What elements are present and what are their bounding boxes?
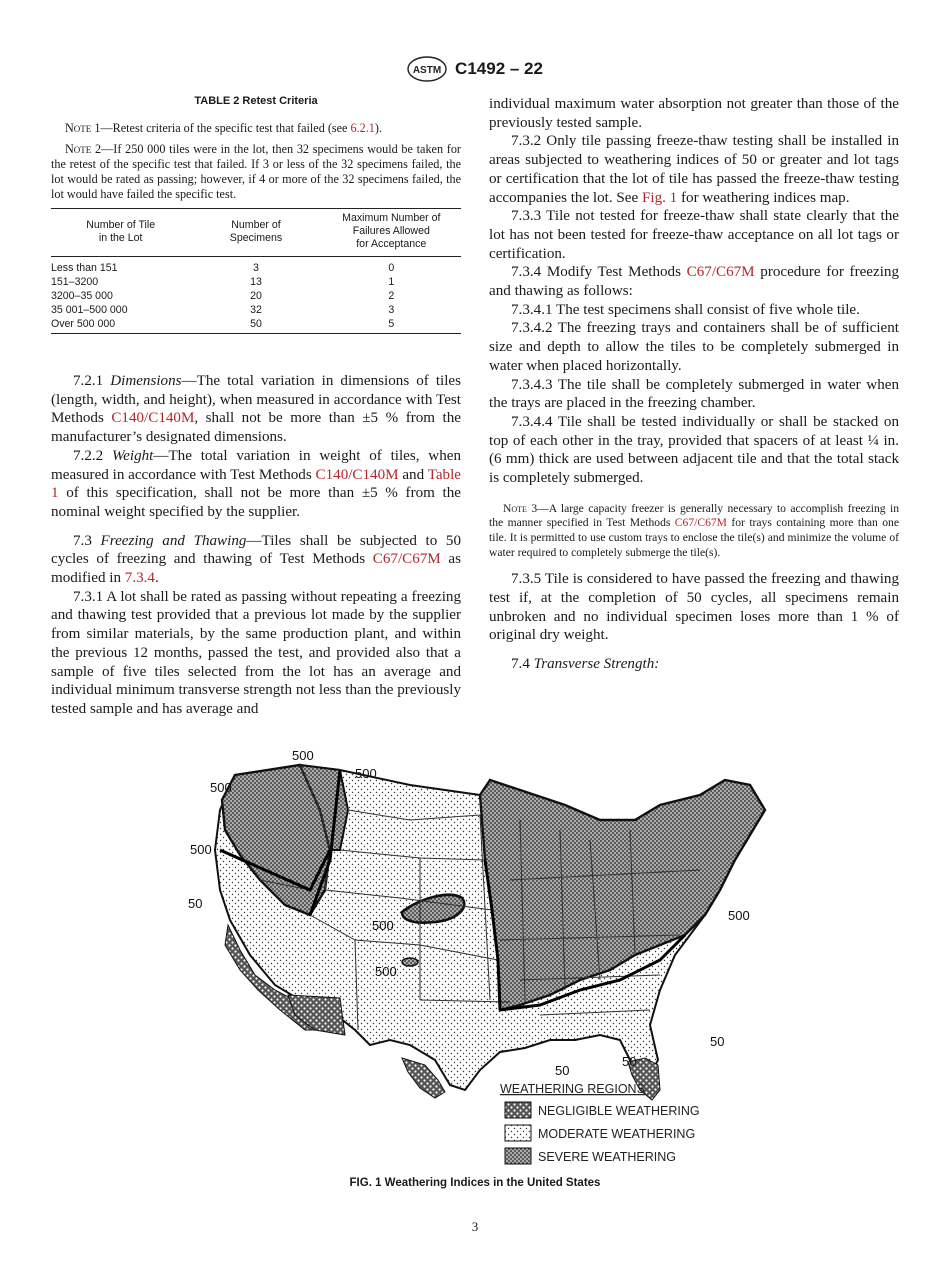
- column-header: Number of Tile in the Lot: [51, 209, 190, 257]
- table-row: 151–3200 13 1: [51, 276, 395, 288]
- paragraph-continued: individual maximum water absorption not greater than those of the previously tested sample.: [489, 96, 899, 131]
- table-title: TABLE 2 Retest Criteria: [194, 95, 318, 107]
- legend-item: NEGLIGIBLE WEATHERING: [538, 1104, 700, 1118]
- map-label: 50: [710, 1034, 725, 1049]
- legend-swatch-severe: [505, 1148, 531, 1164]
- ref-c140[interactable]: C140/C140M: [111, 410, 195, 427]
- column-header: Maximum Number of Failures Allowed for Acceptance: [322, 209, 461, 257]
- ref-c67[interactable]: C67/C67M: [372, 551, 441, 568]
- legend-item: MODERATE WEATHERING: [538, 1127, 696, 1141]
- column-header: Number of Specimens: [190, 209, 321, 257]
- table-note-2: Note 2—If 250 000 tiles were in the lot, then 32 specimens would be taken for the retest of the specific test that failed. If 3 or less of the 32 specimens failed, the lot would be rated as passing; however, if 4 or more of the 32 specimens failed, the lot would have failed the specific test.: [51, 142, 461, 201]
- paragraph-7-3: 7.3 Freezing and Thawing—Tiles shall be subjected to 50 cycles of freezing and thawing of Test Methods C67/C67M as modified in 7.3.4.: [51, 532, 462, 587]
- ref-c67[interactable]: C67/C67M: [674, 516, 727, 530]
- map-label: 50: [188, 896, 203, 911]
- ref-table-1[interactable]: Table 1: [51, 466, 461, 502]
- paragraph-7-3-4: 7.3.4 Modify Test Methods C67/C67M procedure for freezing and thawing as follows:: [489, 264, 899, 300]
- paragraph-7-3-4-1: 7.3.4.1 The test specimens shall consist of five whole tile.: [511, 301, 860, 318]
- paragraph-7-3-5: 7.3.5 Tile is considered to have passed the freezing and thawing test if, at the completion of 50 cycles, all specimens remain unbroken and no individual specimen loses more than 1 % of original dry weight.: [489, 571, 899, 644]
- standard-designation: C1492 – 22: [455, 59, 543, 78]
- severe-region-small: [402, 958, 418, 966]
- weathering-indices-map: [180, 740, 780, 1170]
- page-number: 3: [471, 1219, 479, 1234]
- paragraph-7-3-4-3: 7.3.4.3 The tile shall be completely submerged in water when the trays are placed in the freezing chamber.: [489, 376, 899, 412]
- note-3: Note 3—A large capacity freezer is generally necessary to accomplish freezing in the manner specified in Test Methods C67/C67M for trays containing more than one tile. It is permitted to use custom trays to enclose the tile(s) and minimize the volume of water required to completely submerge the tile(s).: [489, 501, 899, 559]
- table-row: 35 001–500 000 32 3: [51, 304, 395, 316]
- paragraph-7-3-4-2: 7.3.4.2 The freezing trays and containers shall be of sufficient size and depth to allow the tiles to be completely submerged in water when placed horizontally.: [489, 320, 899, 374]
- left-column: [51, 95, 461, 719]
- legend-item: SEVERE WEATHERING: [538, 1150, 676, 1164]
- table-row: Less than 151 3 0: [51, 262, 395, 274]
- paragraph-7-4: 7.4 Transverse Strength:: [511, 655, 660, 672]
- ref-c67[interactable]: C67/C67M: [686, 264, 755, 281]
- map-label: 500: [355, 766, 377, 781]
- table-note-1: Note 1—Retest criteria of the specific test that failed (see 6.2.1).: [65, 121, 382, 135]
- right-column: [489, 95, 899, 674]
- page-header: [0, 56, 950, 82]
- table-row: Over 500 000 50 5: [51, 317, 461, 334]
- map-legend: [500, 1082, 700, 1164]
- paragraph-7-3-4-4: 7.3.4.4 Tile shall be tested individually or shall be stacked on top of each other in the tray, provided that spacers of at least ¼ in. (6 mm) thick are used between adjacent tile and that the total stack is completely submerged.: [489, 413, 899, 487]
- map-label: 500: [210, 780, 232, 795]
- paragraph-7-3-3: 7.3.3 Tile not tested for freeze-thaw shall state clearly that the lot has not been tested for freeze-thaw acceptance on all lot tags or certification.: [489, 208, 899, 262]
- table-row: 3200–35 000 20 2: [51, 290, 395, 302]
- paragraph-7-3-1: 7.3.1 A lot shall be rated as passing without repeating a freezing and thawing test provided that a previous lot made by the supplier from similar materials, by the same production plant, and within the previous 12 months, passed the test, and provided also that a sample of five tiles selected from the lot has an average and individual minimum transverse strength not less than the previously tested sample and has average and: [51, 588, 461, 717]
- map-label: 500: [292, 748, 314, 763]
- svg-text:ASTM: ASTM: [412, 65, 442, 76]
- paragraph-7-2-1: 7.2.1 Dimensions—The total variation in dimensions of tiles (length, width, and height), when measured in accordance with Test Methods C140/C140M, shall not be more than ±5 % from the manufacturer’s designated dimensions.: [51, 373, 461, 446]
- map-label: 50: [622, 1054, 637, 1069]
- paragraph-7-3-2: 7.3.2 Only tile passing freeze-thaw testing shall be installed in areas subjected to weathering indices of 50 or greater and lot tags or certification that the lot of tile has passed the freeze-thaw testing accompanies the lot. See Fig. 1 for weathering indices map.: [489, 133, 899, 206]
- map-label: 500: [728, 908, 750, 923]
- legend-title: WEATHERING REGIONS: [500, 1082, 645, 1096]
- negligible-region-arizona: [288, 995, 345, 1035]
- ref-fig-1[interactable]: Fig. 1: [641, 189, 678, 206]
- map-label: 50: [555, 1063, 570, 1078]
- ref-c140[interactable]: C140/C140M: [315, 466, 399, 483]
- figure-caption: FIG. 1 Weathering Indices in the United States: [349, 1177, 601, 1189]
- retest-criteria-table: [51, 208, 461, 334]
- map-label: 500: [190, 842, 212, 857]
- paragraph-7-2-2: 7.2.2 Weight—The total variation in weight of tiles, when measured in accordance with Test Methods C140/C140M and Table 1 of this specification, shall not be more than ±5 % from the nominal weight specified by the supplier.: [51, 447, 461, 520]
- map-label: 500: [375, 964, 397, 979]
- legend-swatch-moderate: [505, 1125, 531, 1141]
- legend-swatch-negligible: [505, 1102, 531, 1118]
- astm-logo-icon: [407, 56, 447, 82]
- ref-7-3-4[interactable]: 7.3.4: [124, 570, 155, 587]
- ref-6-2-1[interactable]: 6.2.1: [350, 121, 375, 135]
- map-label: 500: [372, 918, 394, 933]
